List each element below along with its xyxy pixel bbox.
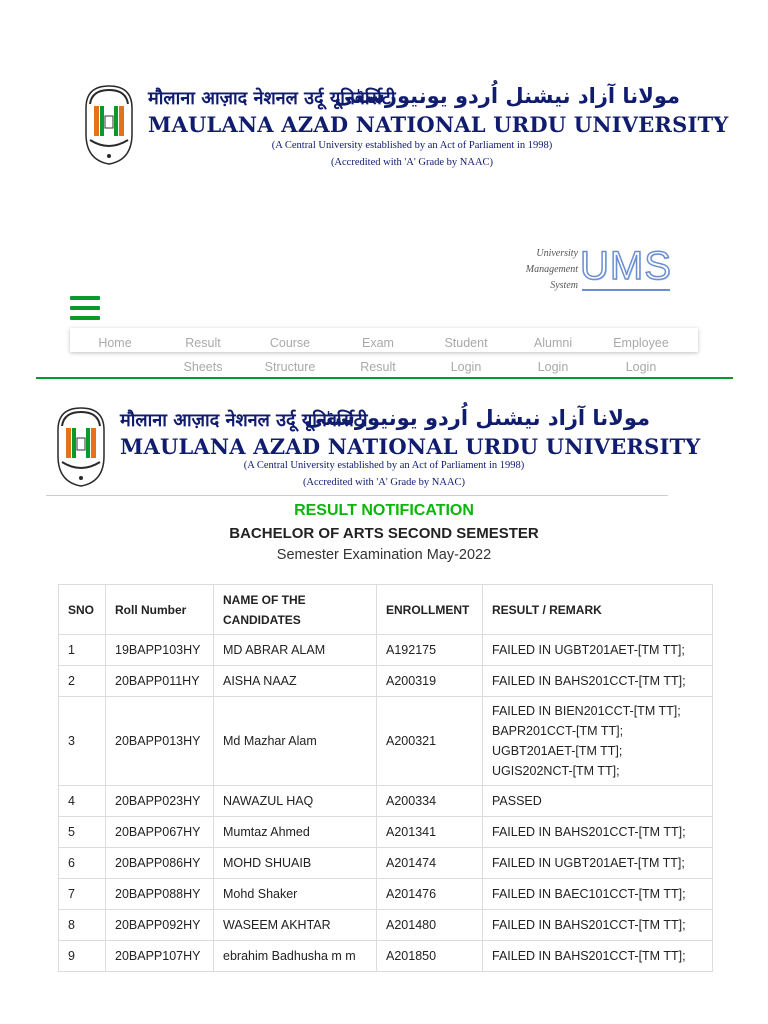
- cell-enrollment: A201480: [377, 910, 483, 941]
- cell-roll-number: 20BAPP013HY: [106, 697, 214, 786]
- results-table: [58, 584, 713, 972]
- cell-enrollment: A201476: [377, 879, 483, 910]
- cell-roll-number: 20BAPP107HY: [106, 941, 214, 972]
- exam-subheading: Semester Examination May-2022: [276, 547, 492, 563]
- cell-candidate-name: AISHA NAAZ: [214, 666, 377, 697]
- table-header-row: [59, 585, 713, 635]
- university-name-hindi: मौलाना आज़ाद नेशनल उर्दू यूनिवर्सिटी: [120, 410, 368, 431]
- main-nav: [70, 328, 698, 374]
- nav-item-course-structure[interactable]: Course Structure: [264, 336, 316, 374]
- cell-sno: 7: [59, 879, 106, 910]
- result-notification-title: RESULT NOTIFICATION: [294, 502, 474, 519]
- cell-result-remark: FAILED IN BAHS201CCT-[TM TT];: [483, 941, 713, 972]
- cell-sno: 4: [59, 786, 106, 817]
- cell-result-remark: PASSED: [483, 786, 713, 817]
- table-row: [59, 817, 713, 848]
- cell-candidate-name: ebrahim Badhusha m m: [214, 941, 377, 972]
- ums-tagline-line2: Management: [525, 264, 578, 275]
- university-name-english: MAULANA AZAD NATIONAL URDU UNIVERSITY: [148, 112, 729, 137]
- table-row: [59, 910, 713, 941]
- header-candidate-name: NAME OF THE CANDIDATES: [214, 585, 377, 635]
- table-row: [59, 666, 713, 697]
- nav-item-home[interactable]: Home: [98, 336, 132, 350]
- cell-candidate-name: NAWAZUL HAQ: [214, 786, 377, 817]
- cell-candidate-name: Mumtaz Ahmed: [214, 817, 377, 848]
- cell-enrollment: A200319: [377, 666, 483, 697]
- cell-roll-number: 20BAPP092HY: [106, 910, 214, 941]
- cell-roll-number: 20BAPP011HY: [106, 666, 214, 697]
- table-row: [59, 848, 713, 879]
- university-banner-result: [0, 398, 768, 518]
- university-caption-naac: (Accredited with 'A' Grade by NAAC): [330, 157, 494, 168]
- ums-tagline-line1: University: [536, 248, 578, 259]
- cell-sno: 2: [59, 666, 106, 697]
- cell-result-remark: FAILED IN BAHS201CCT-[TM TT];: [483, 910, 713, 941]
- header-sno: SNO: [59, 585, 106, 635]
- cell-sno: 8: [59, 910, 106, 941]
- nav-divider: [36, 377, 733, 379]
- cell-enrollment: A200334: [377, 786, 483, 817]
- table-row: [59, 786, 713, 817]
- nav-item-employee-login[interactable]: Employee Login: [613, 336, 669, 374]
- cell-roll-number: 20BAPP088HY: [106, 879, 214, 910]
- cell-roll-number: 20BAPP023HY: [106, 786, 214, 817]
- cell-candidate-name: Md Mazhar Alam: [214, 697, 377, 786]
- cell-roll-number: 20BAPP086HY: [106, 848, 214, 879]
- nav-item-alumni-login[interactable]: Alumni Login: [533, 336, 573, 374]
- university-caption-act: (A Central University established by an Act of Parliament in 1998): [271, 140, 553, 151]
- cell-roll-number: 19BAPP103HY: [106, 635, 214, 666]
- header-enrollment: ENROLLMENT: [377, 585, 483, 635]
- university-name-hindi: मौलाना आज़ाद नेशनल उर्दू यूनिवर्सिटी: [148, 88, 396, 109]
- cell-enrollment: A192175: [377, 635, 483, 666]
- table-row: [59, 635, 713, 666]
- cell-sno: 3: [59, 697, 106, 786]
- header-result-remark: RESULT / REMARK: [483, 585, 713, 635]
- degree-heading: BACHELOR OF ARTS SECOND SEMESTER: [229, 525, 539, 542]
- cell-sno: 6: [59, 848, 106, 879]
- cell-candidate-name: WASEEM AKHTAR: [214, 910, 377, 941]
- ums-logo[interactable]: UMS: [580, 244, 672, 288]
- cell-result-remark: FAILED IN UGBT201AET-[TM TT];: [483, 635, 713, 666]
- cell-roll-number: 20BAPP067HY: [106, 817, 214, 848]
- cell-candidate-name: MOHD SHUAIB: [214, 848, 377, 879]
- cell-result-remark: FAILED IN BAHS201CCT-[TM TT];: [483, 817, 713, 848]
- cell-sno: 9: [59, 941, 106, 972]
- university-emblem-icon: [50, 404, 112, 490]
- cell-candidate-name: MD ABRAR ALAM: [214, 635, 377, 666]
- ums-underline: [582, 289, 670, 291]
- hamburger-menu-icon[interactable]: [70, 296, 100, 322]
- table-row: [59, 697, 713, 786]
- table-row: [59, 941, 713, 972]
- cell-result-remark: FAILED IN BAHS201CCT-[TM TT];: [483, 666, 713, 697]
- nav-item-result-sheets[interactable]: Result Sheets: [183, 336, 223, 374]
- university-name-english: MAULANA AZAD NATIONAL URDU UNIVERSITY: [120, 434, 701, 459]
- ums-tagline: [510, 246, 578, 294]
- cell-result-remark: FAILED IN BIEN201CCT-[TM TT]; BAPR201CCT-[TM TT]; UGBT201AET-[TM TT]; UGIS202NCT-[TM TT];: [483, 697, 713, 786]
- cell-sno: 1: [59, 635, 106, 666]
- nav-item-student-login[interactable]: Student Login: [444, 336, 488, 374]
- cell-enrollment: A200321: [377, 697, 483, 786]
- university-caption-act: (A Central University established by an Act of Parliament in 1998): [243, 460, 525, 471]
- cell-enrollment: A201474: [377, 848, 483, 879]
- cell-result-remark: FAILED IN BAEC101CCT-[TM TT];: [483, 879, 713, 910]
- nav-item-exam-result[interactable]: Exam Result: [360, 336, 396, 374]
- university-name-urdu: مولانا آزاد نیشنل اُردو یونیورسٹی: [304, 406, 650, 430]
- university-name-urdu: مولانا آزاد نیشنل اُردو یونیورسٹی: [334, 84, 680, 108]
- banner-rule: [46, 495, 668, 496]
- ums-tagline-line3: System: [550, 280, 578, 291]
- university-banner-top: [0, 72, 768, 192]
- university-caption-naac: (Accredited with 'A' Grade by NAAC): [302, 477, 466, 488]
- cell-candidate-name: Mohd Shaker: [214, 879, 377, 910]
- cell-sno: 5: [59, 817, 106, 848]
- cell-enrollment: A201850: [377, 941, 483, 972]
- header-roll-number: Roll Number: [106, 585, 214, 635]
- cell-result-remark: FAILED IN UGBT201AET-[TM TT];: [483, 848, 713, 879]
- cell-enrollment: A201341: [377, 817, 483, 848]
- table-row: [59, 879, 713, 910]
- university-emblem-icon: [78, 82, 140, 168]
